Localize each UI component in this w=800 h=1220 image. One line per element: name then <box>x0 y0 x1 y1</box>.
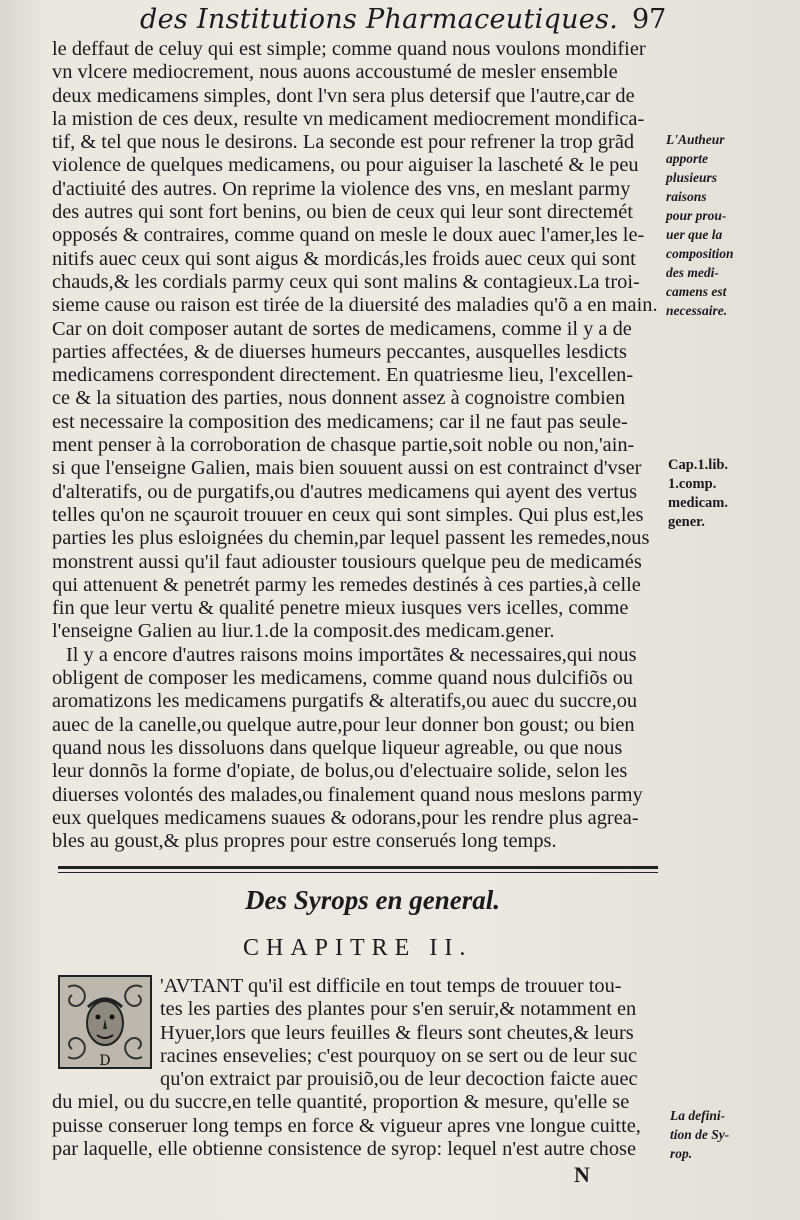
text-line: parties les plus esloignées du chemin,par lequel passent les remedes,nous <box>52 527 650 550</box>
text-line: puisse conseruer long temps en force & vigueur apres vne longue cuitte, <box>52 1114 641 1137</box>
text-line: aromatizons les medicamens purgatifs & alteratifs,ou auec du succre,ou <box>52 690 638 713</box>
margin-note-line: L'Autheur <box>666 132 725 147</box>
text-line: qui attenuent & penetrét parmy les remedes destinés à ces parties,à celle <box>52 573 641 596</box>
text-line: 'AVTANT qu'il est difficile en tout temps de trouuer tou- <box>160 975 622 997</box>
text-line: chauds,& les cordials parmy ceux qui sont malins & contagieux.La troi- <box>52 270 640 293</box>
margin-note-line: plusieurs <box>666 170 718 185</box>
text-line: Hyuer,lors que leurs feuilles & fleurs sont cheutes,& leurs <box>160 1021 634 1044</box>
margin-note-reasons <box>666 130 734 320</box>
text-line: Car on doit composer autant de sortes de medicamens, comme il y a de <box>52 317 632 340</box>
margin-note-line: rop. <box>670 1146 693 1161</box>
text-line: sieme cause ou raison est tirée de la diuersité des maladies qu'õ a en main. <box>52 294 658 317</box>
margin-note-line: composition <box>666 246 734 261</box>
margin-note-line: medicam. <box>668 495 728 511</box>
margin-note-line: Cap.1.lib. <box>668 457 729 473</box>
text-line: deux medicamens simples, dont l'vn sera plus detersif que l'autre,car de <box>52 84 635 107</box>
margin-note-line: tion de Sy- <box>670 1127 730 1142</box>
main-text-block <box>52 38 664 853</box>
margin-note-line: raisons <box>666 189 707 204</box>
margin-note-line: des medi- <box>666 265 719 280</box>
text-line: opposés & contraires, comme quand on mesle le doux auec l'amer,les le- <box>52 224 645 247</box>
text-line: si que l'enseigne Galien, mais bien souuent aussi on est contrainct d'vser <box>52 457 642 480</box>
text-line: vn vlcere mediocrement, nous auons accoustumé de mesler ensemble <box>52 61 618 84</box>
margin-note-citation <box>668 456 728 532</box>
running-title: des Institutions Pharmaceutiques. <box>140 4 619 35</box>
margin-note-definition <box>670 1106 729 1163</box>
chapter-heading: CHAPITRE II. <box>243 935 473 961</box>
section-rule-thin <box>58 872 658 873</box>
text-line: la mistion de ces deux, resulte vn medicament mediocrement mondifica- <box>52 107 645 130</box>
text-line: l'enseigne Galien au liur.1.de la composit.des medicam.gener. <box>52 620 555 643</box>
chapter-text-block <box>52 975 664 1161</box>
text-line: monstrent aussi qu'il faut adiouster tousiours quelque peu de medicamés <box>52 550 642 573</box>
text-line: ment penser à la corroboration de chasque partie,soit noble ou non,'ain- <box>52 434 635 457</box>
text-line: des autres qui sont fort benins, ou bien de ceux qui leur sont directemét <box>52 201 633 224</box>
text-line: parties affectées, & de diuerses humeurs peccantes, ausquelles lesdicts <box>52 340 627 363</box>
section-title: Des Syrops en general. <box>245 885 500 915</box>
text-line: Il y a encore d'autres raisons moins importãtes & necessaires,qui nous <box>66 643 637 666</box>
margin-note-line: uer que la <box>666 227 723 242</box>
text-line: medicamens correspondent directement. En quatriesme lieu, l'excellen- <box>52 364 634 387</box>
text-line: d'actiuité des autres. On reprime la violence des vns, en meslant parmy <box>52 177 631 200</box>
margin-note-line: 1.comp. <box>668 476 717 492</box>
dropcap-letter: D <box>99 1053 111 1067</box>
text-line: ce & la situation des parties, nous donnent assez à cognoistre combien <box>52 387 626 410</box>
text-line: le deffaut de celuy qui est simple; comme quand nous voulons mondifier <box>52 38 646 60</box>
margin-note-line: apporte <box>666 151 708 166</box>
text-line: nitifs auec ceux qui sont aigus & mordicás,les froids auec ceux qui sont <box>52 247 636 270</box>
text-line: leur donnõs la forme d'opiate, de bolus,ou d'electuaire solide, selon les <box>52 760 628 783</box>
text-line: d'alteratifs, ou de purgatifs,ou d'autres medicamens qui ayent des vertus <box>52 480 638 503</box>
margin-note-line: gener. <box>668 514 705 530</box>
text-line: telles qu'on ne sçauroit trouuer en ceux qui sont simples. Qui plus est,les <box>52 503 644 526</box>
text-line: est necessaire la composition des medicamens; car il ne faut pas seule- <box>52 410 628 433</box>
section-rule-top <box>58 866 658 869</box>
text-line: du miel, ou du succre,en telle quantité, proportion & mesure, qu'elle se <box>52 1091 630 1114</box>
text-line: auec de la canelle,ou quelque autre,pour leur donner bon goust; ou bien <box>52 713 635 736</box>
text-line: qu'on extraict par prouisiõ,ou de leur decoction faicte auec <box>160 1068 638 1091</box>
text-line: tif, & tel que nous le desirons. La seconde est pour refrener la trop grãd <box>52 131 635 154</box>
text-line: diuerses volontés des malades,ou finalement quand nous meslons parmy <box>52 783 643 806</box>
text-line: bles au goust,& plus propres pour estre conserués long temps. <box>52 830 557 853</box>
text-line: eux quelques medicamens suaues & odorans,pour les rendre plus agrea- <box>52 806 639 829</box>
text-line: obligent de composer les medicamens, comme quand nous dulcifiõs ou <box>52 667 634 690</box>
text-line: quand nous les dissoluons dans quelque liqueur agreable, ou que nous <box>52 736 623 759</box>
text-line: racines ensevelies; c'est pourquoy on se sert ou de leur suc <box>160 1044 638 1067</box>
signature-mark: N <box>574 1162 590 1187</box>
text-line: par laquelle, elle obtienne consistence de syrop: lequel n'est autre chose <box>52 1138 637 1161</box>
margin-note-line: pour prou- <box>666 208 727 223</box>
text-line: tes les parties des plantes pour s'en seruir,& notamment en <box>160 998 637 1021</box>
text-line: violence de quelques medicamens, ou pour aiguiser la lascheté & le peu <box>52 154 639 177</box>
margin-note-line: camens est <box>666 284 727 299</box>
page-number: 97 <box>632 4 667 35</box>
margin-note-line: La defini- <box>670 1108 726 1123</box>
margin-note-line: necessaire. <box>666 303 728 318</box>
text-line: fin que leur vertu & qualité penetre mieux iusques vers icelles, comme <box>52 597 629 620</box>
